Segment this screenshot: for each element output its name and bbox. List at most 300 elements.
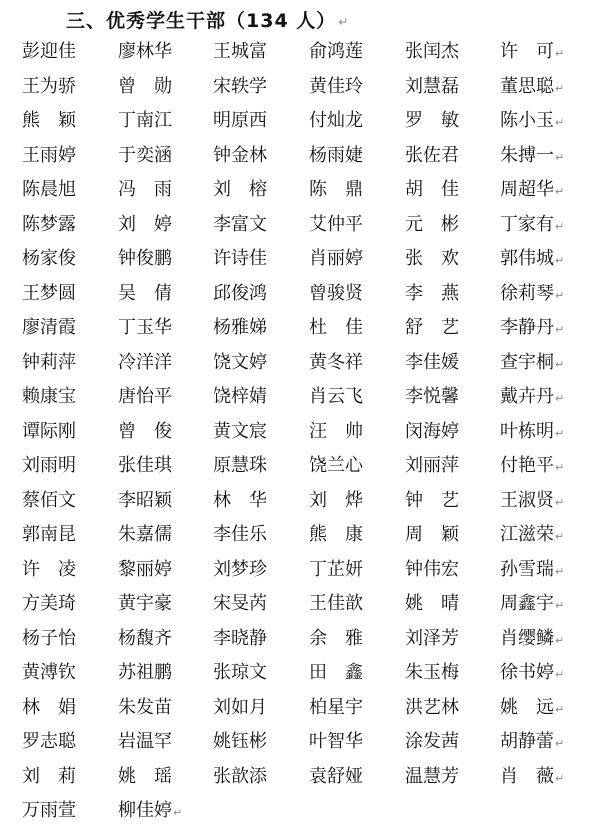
student-name-text: 洪艺林 [405,696,459,718]
student-name [213,144,267,168]
student-name [309,489,363,513]
student-name [118,454,172,478]
student-name [405,40,459,64]
student-name [213,316,267,340]
student-name [22,420,76,444]
student-name [22,351,76,375]
student-name [405,420,459,444]
student-name-text: 王雨婷 [22,144,76,166]
student-name [500,420,564,446]
student-name [405,75,459,99]
student-name [309,454,363,478]
student-name-text: 许诗佳 [213,248,267,269]
student-name [500,178,564,204]
name-row [0,416,612,451]
student-name-text: 刘慧磊 [405,75,459,97]
student-name-text: 朱搏一 [500,144,554,166]
student-name [22,523,76,547]
student-name-text: 曾 勋 [118,75,172,97]
student-name [22,316,76,340]
student-name-text: 钟俊鹏 [118,248,172,269]
student-name [309,730,363,754]
student-name [500,454,564,480]
student-name-text: 钟 艺 [405,489,459,511]
name-row [0,623,612,658]
student-name-text: 宋轶学 [213,75,267,97]
student-name [309,592,363,616]
student-name [22,627,76,651]
student-name [309,75,363,99]
student-name-text: 宋旻芮 [213,593,267,614]
student-name [22,282,76,306]
student-name [213,40,267,64]
student-name-text: 罗志聪 [22,731,76,752]
student-name [118,213,172,237]
student-name [405,661,459,685]
student-name [22,489,76,513]
student-name-text: 于奕涵 [118,144,172,166]
paragraph-mark: ↵ [555,599,565,612]
name-row [0,209,612,244]
student-name [213,454,267,478]
student-name-text: 吴 倩 [118,282,172,304]
student-name [500,489,564,515]
student-name [309,213,363,237]
student-name-text: 周 颖 [405,524,459,545]
student-name [309,385,363,409]
student-name [118,178,172,202]
student-name [118,75,172,99]
student-name-text: 杨雅娣 [213,317,267,338]
student-name-text: 付灿龙 [309,110,363,131]
student-name-text: 叶智华 [309,731,363,752]
student-name-text: 朱发苗 [118,696,172,718]
student-name [405,316,459,340]
student-name [213,558,267,582]
student-name-text: 肖 薇 [500,765,554,787]
student-name-text: 林 华 [213,489,267,511]
student-name-text: 温慧芳 [405,765,459,787]
student-name [22,75,76,99]
student-name [118,730,172,754]
student-name [213,178,267,202]
student-name-text: 杨家俊 [22,248,76,269]
student-name [213,489,267,513]
student-name-text: 张佐君 [405,144,459,166]
paragraph-mark: ↵ [555,530,565,543]
student-name-text: 李悦馨 [405,386,459,407]
student-name [309,282,363,306]
student-name-text: 刘泽芳 [405,627,459,649]
student-name-text: 朱嘉儒 [118,524,172,545]
student-name-text: 付艳平 [500,455,554,476]
student-name-text: 苏祖鹏 [118,662,172,683]
student-name-text: 李富文 [213,213,267,235]
name-row [0,726,612,761]
student-name-text: 杜 佳 [309,317,363,338]
student-name [405,696,459,720]
student-name-text: 查宇桐 [500,351,554,373]
student-name [118,40,172,64]
student-name-text: 舒 艺 [405,317,459,338]
student-name [22,765,76,789]
paragraph-mark: ↵ [555,185,565,198]
student-name [500,282,564,308]
student-name [500,661,564,687]
student-name [118,144,172,168]
paragraph-mark: ↵ [555,392,565,405]
student-name-text: 钟金林 [213,144,267,166]
student-name [309,765,363,789]
paragraph-mark: ↵ [555,150,565,164]
student-name-text: 岩温罕 [118,731,172,752]
student-name-text: 董思聪 [500,75,554,97]
student-name-text: 原慧珠 [213,455,267,476]
student-name-text: 叶栋明 [500,420,554,442]
student-name [500,627,564,653]
student-name [405,109,459,133]
student-name-text: 李佳媛 [405,351,459,373]
student-name-text: 邱俊鸿 [213,282,267,304]
student-name-text: 姚 晴 [405,593,459,614]
student-name-text: 李昭颖 [118,489,172,511]
student-name-text: 谭际刚 [22,420,76,442]
student-name [118,696,172,720]
student-name-text: 周鑫宇 [500,593,554,614]
student-name [309,558,363,582]
student-name [22,109,76,133]
student-name [405,765,459,789]
student-name [213,351,267,375]
student-name-text: 张闰杰 [405,41,459,62]
student-name-text: 杨子怡 [22,627,76,649]
name-row [0,312,612,347]
student-name [309,144,363,168]
student-name [118,523,172,547]
student-name [309,696,363,720]
student-name [22,178,76,202]
student-name [22,213,76,237]
student-name-text: 周超华 [500,179,554,200]
student-name [213,385,267,409]
student-name-text: 刘 莉 [22,765,76,787]
name-row [0,140,612,175]
student-name [213,730,267,754]
student-name-text: 李 燕 [405,282,459,304]
student-name [118,420,172,444]
paragraph-mark: ↵ [555,495,565,509]
name-row [0,657,612,692]
student-name-text: 黄文宸 [213,420,267,442]
student-name-text: 许 凌 [22,558,76,580]
student-name [405,144,459,168]
name-row [0,243,612,278]
student-name-text: 丁芷妍 [309,558,363,580]
paragraph-mark: ↵ [555,116,565,129]
name-row [0,450,612,485]
student-name [118,489,172,513]
student-name [309,523,363,547]
student-name-text: 肖丽婷 [309,248,363,269]
student-name [22,558,76,582]
student-name [500,316,564,342]
student-name [22,696,76,720]
student-name [309,351,363,375]
section-heading-text: 三、优秀学生干部（134 人） [66,10,337,32]
paragraph-mark: ↵ [555,426,565,440]
student-name-text: 汪 帅 [309,420,363,442]
name-row [0,519,612,554]
student-name-text: 张 欢 [405,248,459,269]
student-name-text: 熊 颖 [22,110,76,131]
student-name-text: 张歆添 [213,765,267,787]
student-name-text: 林 娟 [22,696,76,718]
student-name-text: 艾仲平 [309,213,363,235]
paragraph-mark: ↵ [555,668,565,681]
student-name-text: 陈梦露 [22,213,76,235]
student-name [405,385,459,409]
paragraph-mark: ↵ [555,254,565,267]
paragraph-mark: ↵ [173,806,183,819]
student-name [213,765,267,789]
name-row [0,554,612,589]
student-name [405,351,459,375]
student-name-text: 徐莉琴 [500,282,554,304]
student-name [405,247,459,271]
student-name [22,385,76,409]
student-name-text: 陈晨旭 [22,179,76,200]
student-name [405,489,459,513]
student-name-text: 徐书婷 [500,662,554,683]
paragraph-mark: ↵ [555,737,565,750]
student-name-text: 郭南昆 [22,524,76,545]
student-name [213,213,267,237]
student-name-text: 杨雨婕 [309,144,363,166]
student-name-text: 张佳琪 [118,455,172,476]
student-name-text: 王佳歆 [309,593,363,614]
name-row [0,347,612,382]
student-name-text: 李晓静 [213,627,267,649]
student-name [405,178,459,202]
student-name-text: 廖林华 [118,41,172,62]
student-name [118,661,172,685]
section-heading [66,6,349,33]
student-name-text: 元 彬 [405,213,459,235]
student-name-text: 肖缨鳞 [500,627,554,649]
student-name [118,558,172,582]
student-name-text: 陈 鼎 [309,179,363,200]
student-name [213,592,267,616]
student-name-text: 杨馥齐 [118,627,172,649]
student-name [118,385,172,409]
student-name [22,592,76,616]
name-row [0,485,612,520]
student-name [309,40,363,64]
student-name-text: 余 雅 [309,627,363,649]
student-name [500,765,564,791]
student-name-text: 刘梦珍 [213,558,267,580]
paragraph-mark: ↵ [555,461,565,474]
student-name [118,351,172,375]
student-name [309,420,363,444]
student-name [309,661,363,685]
student-name [500,75,564,101]
student-name-text: 刘 烨 [309,489,363,511]
student-name [500,696,564,722]
student-name-text: 涂发茜 [405,731,459,752]
student-name [309,247,363,271]
student-name-text: 肖云飞 [309,386,363,407]
paragraph-mark: ↵ [555,357,565,371]
student-name [118,592,172,616]
paragraph-mark: ↵ [338,14,350,29]
student-name [405,592,459,616]
student-name-text: 赖康宝 [22,386,76,407]
student-name-text: 袁舒娅 [309,765,363,787]
student-name [500,247,564,273]
student-name-text: 罗 敏 [405,110,459,131]
student-name-text: 丁玉华 [118,317,172,338]
student-name [22,247,76,271]
student-name-text: 李佳乐 [213,524,267,545]
student-name [118,109,172,133]
name-row [0,761,612,796]
student-name-text: 黄溥钦 [22,662,76,683]
student-name-text: 王梦圆 [22,282,76,304]
student-name [309,109,363,133]
student-name [213,661,267,685]
student-name [213,627,267,651]
student-name [22,454,76,478]
student-name-text: 姚 瑶 [118,765,172,787]
student-name-text: 俞鸿莲 [309,41,363,62]
student-name [118,316,172,340]
student-name-text: 黄冬祥 [309,351,363,373]
student-name [309,178,363,202]
student-name [22,661,76,685]
student-name-text: 黄佳玲 [309,75,363,97]
student-name [500,144,564,170]
student-name-text: 黄宇豪 [118,593,172,614]
paragraph-mark: ↵ [555,47,565,60]
student-name-text: 李静丹 [500,317,554,338]
student-name [22,730,76,754]
name-row [0,174,612,209]
name-row [0,278,612,313]
student-name-text: 张琼文 [213,662,267,683]
student-name-text: 郭伟城 [500,248,554,269]
student-name [500,592,564,618]
name-row [0,692,612,727]
student-name-text: 姚 远 [500,696,554,718]
student-name [22,799,76,823]
student-name [213,75,267,99]
student-name-text: 刘雨明 [22,455,76,476]
name-grid [0,36,612,830]
student-name-text: 王淑贤 [500,489,554,511]
student-name-text: 冷洋洋 [118,351,172,373]
student-name-text: 饶兰心 [309,455,363,476]
student-name-text: 曾 俊 [118,420,172,442]
student-name [118,282,172,306]
student-name [213,247,267,271]
student-name [500,385,564,411]
student-name-text: 田 鑫 [309,662,363,683]
student-name [405,730,459,754]
name-row [0,588,612,623]
student-name-text: 曾骏贤 [309,282,363,304]
student-name-text: 钟伟宏 [405,558,459,580]
student-name [213,109,267,133]
student-name-text: 冯 雨 [118,179,172,200]
paragraph-mark: ↵ [555,771,565,785]
student-name-text: 胡静蕾 [500,731,554,752]
student-name [118,627,172,651]
student-name-text: 明原西 [213,110,267,131]
paragraph-mark: ↵ [555,564,565,578]
paragraph-mark: ↵ [555,702,565,716]
student-name-text: 胡 佳 [405,179,459,200]
student-name [405,627,459,651]
student-name-text: 戴卉丹 [500,386,554,407]
paragraph-mark: ↵ [555,219,565,233]
student-name-text: 熊 康 [309,524,363,545]
student-name-text: 刘 婷 [118,213,172,235]
student-name-text: 唐怡平 [118,386,172,407]
student-name [118,247,172,271]
student-name [500,109,564,135]
student-name-text: 陈小玉 [500,110,554,131]
student-name-text: 柳佳婷 [118,800,172,821]
student-name-text: 刘丽萍 [405,455,459,476]
paragraph-mark: ↵ [555,81,565,95]
student-name [500,213,564,239]
student-name-text: 刘如月 [213,696,267,718]
student-name [309,627,363,651]
name-row [0,71,612,106]
student-name-text: 方美琦 [22,593,76,614]
paragraph-mark: ↵ [555,288,565,302]
student-name [405,454,459,478]
student-name [405,282,459,306]
student-name-text: 廖清霞 [22,317,76,338]
student-name-text: 丁家有 [500,213,554,235]
student-name [500,40,564,66]
student-name [500,351,564,377]
paragraph-mark: ↵ [555,633,565,647]
student-name [22,144,76,168]
student-name [405,558,459,582]
student-name [118,799,182,825]
student-name-text: 蔡佰文 [22,489,76,511]
student-name [22,40,76,64]
student-name [500,558,564,584]
name-row [0,36,612,71]
student-name-text: 黎丽婷 [118,558,172,580]
student-name [405,213,459,237]
student-name-text: 丁南江 [118,110,172,131]
student-name-text: 朱玉梅 [405,662,459,683]
student-name-text: 王城富 [213,41,267,62]
student-name [213,282,267,306]
student-name-text: 饶文婷 [213,351,267,373]
student-name [500,523,564,549]
paragraph-mark: ↵ [555,323,565,336]
student-name-text: 万雨萱 [22,800,76,821]
student-name [118,765,172,789]
name-row [0,105,612,140]
student-name [309,316,363,340]
